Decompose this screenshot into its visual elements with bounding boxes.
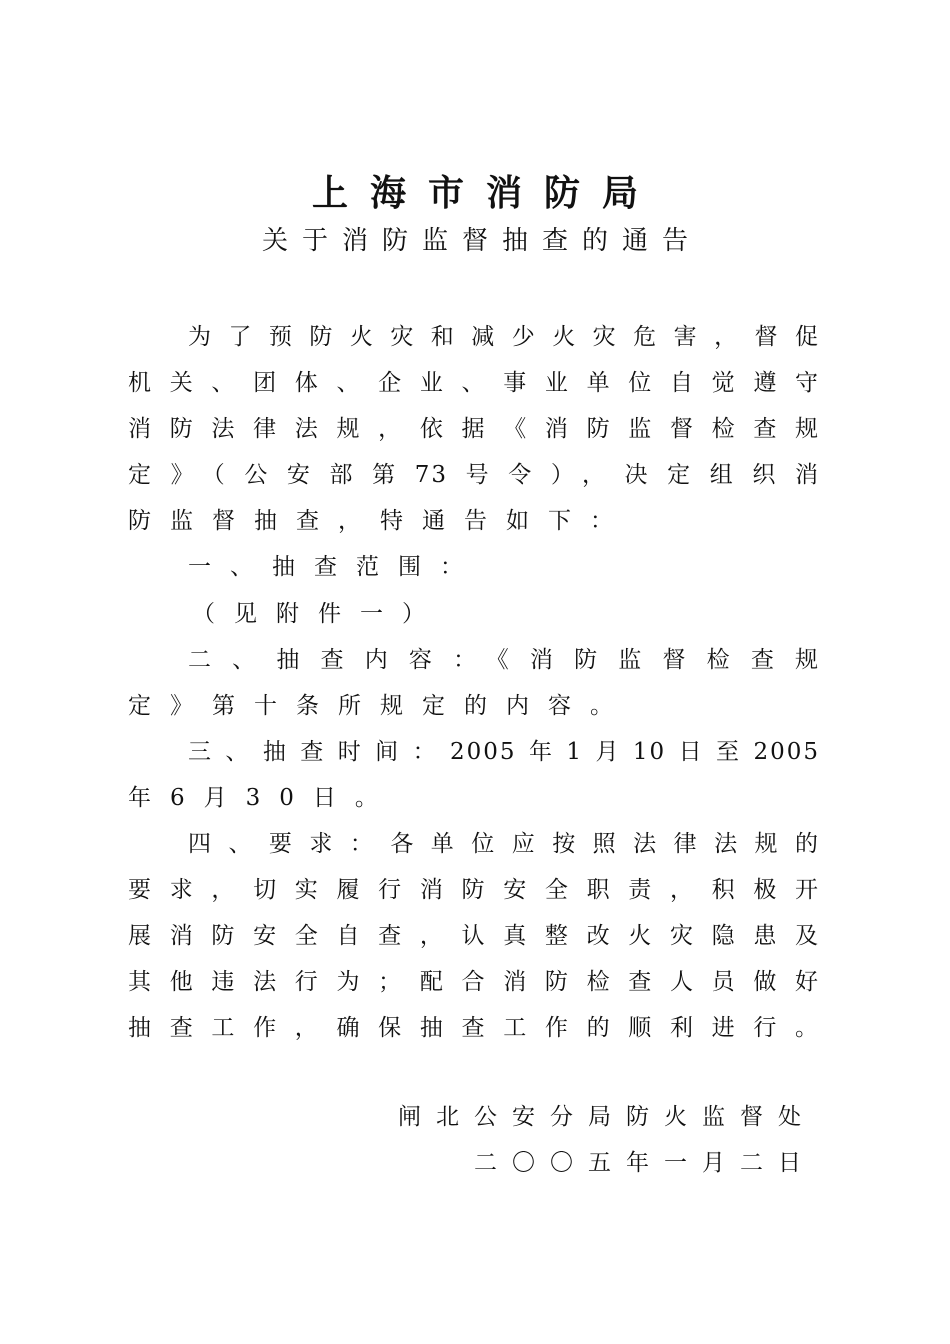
document-subtitle: 关于消防监督抽查的通告 <box>261 226 702 256</box>
attachment-reference: （见附件一） <box>192 600 444 627</box>
document-body <box>128 314 820 1052</box>
body-line: 要求，切实履行消防安全职责，积极开 <box>128 877 820 904</box>
section-heading-requirements: 四、要求：各单位应按照法律法规的 <box>188 831 820 858</box>
body-line: 抽查工作，确保抽查工作的顺利进行。 <box>128 1015 820 1042</box>
body-line: 其他违法行为；配合消防检查人员做好 <box>128 969 820 996</box>
body-line: 消防法律法规，依据《消防监督检查规 <box>128 416 820 443</box>
body-line: 年6月30日。 <box>128 784 397 811</box>
body-line: 机关、团体、企业、事业单位自觉遵守 <box>128 370 820 397</box>
signature-organization: 闸北公安分局防火监督处 <box>398 1104 816 1130</box>
body-line: 定》（公安部第73号令），决定组织消 <box>128 462 820 489</box>
body-line: 防监督抽查，特通告如下： <box>128 508 632 535</box>
section-heading-time: 三、抽查时间：2005年1月10日至2005 <box>188 738 820 765</box>
document-title: 上海市消防局 <box>311 173 660 214</box>
body-line: 展消防安全自查，认真整改火灾隐患及 <box>128 923 820 950</box>
body-line: 定》第十条所规定的内容。 <box>128 692 632 719</box>
signature-date: 二〇〇五年一月二日 <box>474 1150 816 1176</box>
section-heading-content: 二、抽查内容：《消防监督检查规 <box>188 646 820 673</box>
body-line: 为了预防火灾和减少火灾危害，督促 <box>188 324 820 350</box>
section-heading-scope: 一、抽查范围： <box>188 554 482 581</box>
